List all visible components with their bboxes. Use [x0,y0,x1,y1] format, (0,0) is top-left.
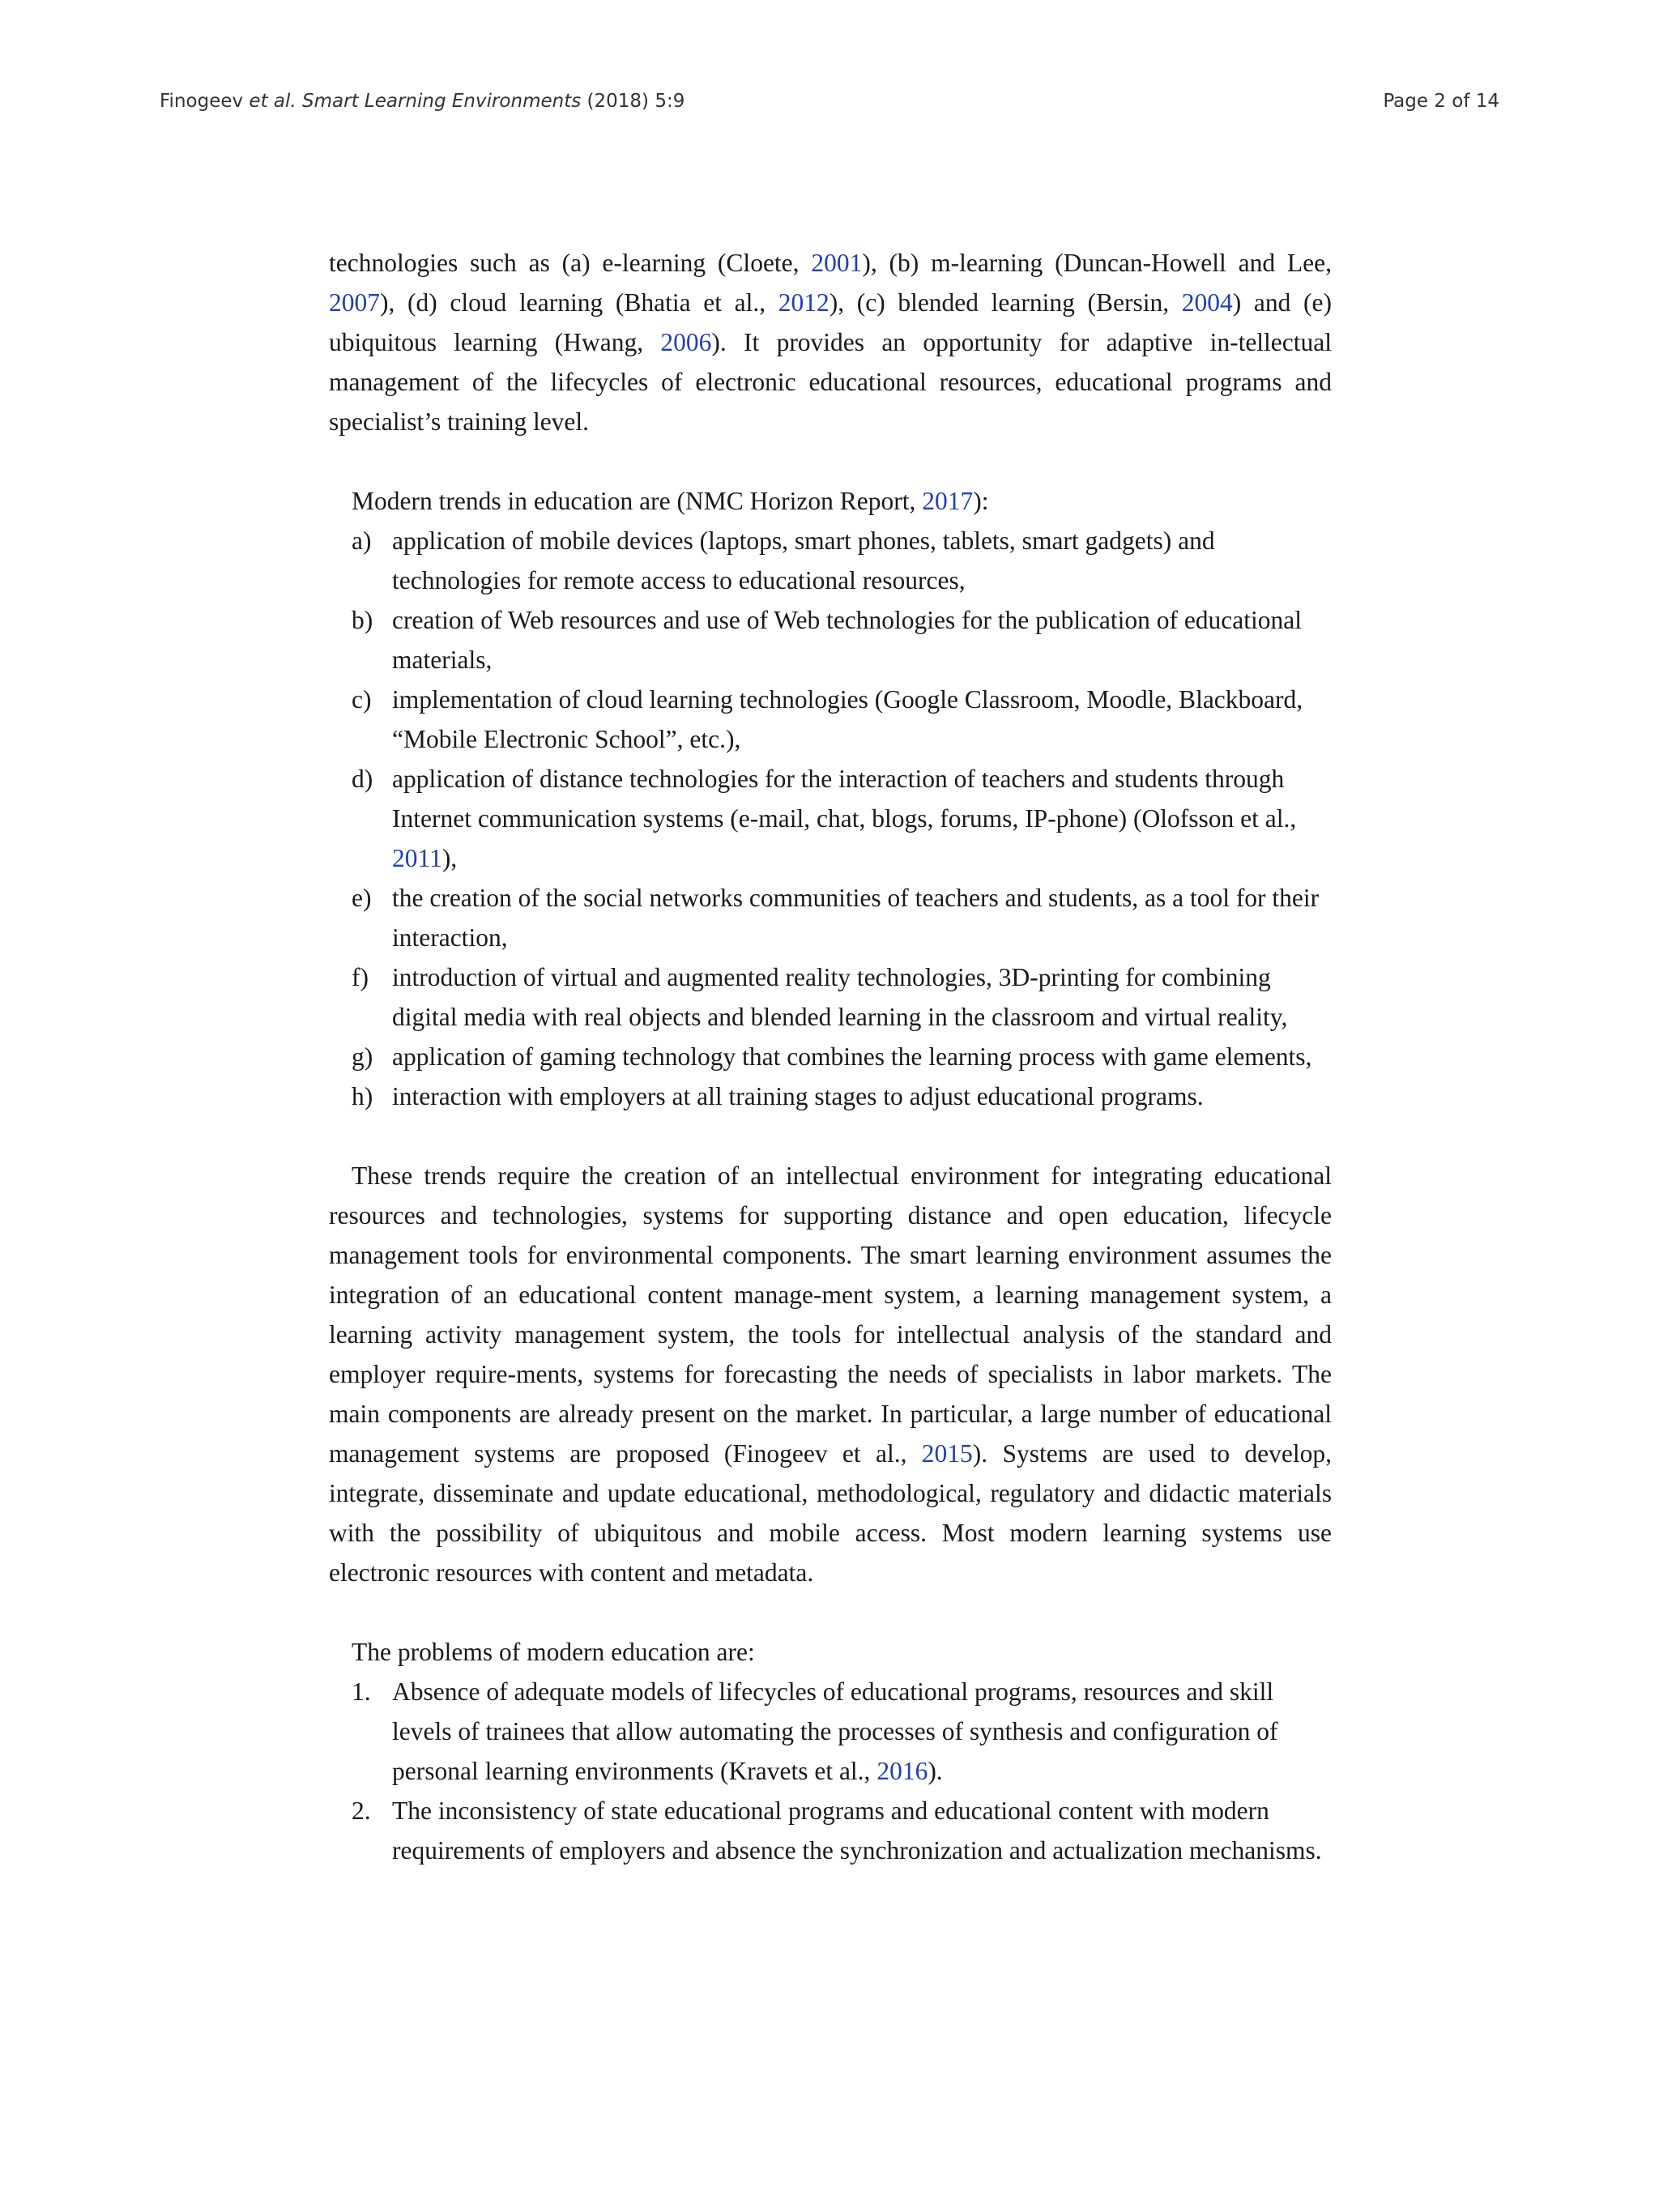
citation-link-2017[interactable]: 2017 [922,487,974,515]
list-item: d) application of distance technologies for the interaction of teachers and students through Internet communication systems (e-mail, chat, blogs, forums, IP-phone) (Olofsson et al., 2011), [352,765,1297,872]
list-item: e) the creation of the social networks communities of teachers and students, as a tool for their interaction, [352,884,1320,952]
trends-list [329,521,1332,1116]
body-text [329,243,1332,1870]
problems-intro: The problems of modern education are: [352,1638,755,1666]
paragraph-intro: technologies such as (a) e-learning (Cloete, 2001), (b) m-learning (Duncan-Howell and Lee, 2007), (d) cloud learning (Bhatia et al., 2012), (c) blended learning (Bersin, 2004) and (e) ubiquitous learning (Hwang, 2006). It provides an opportunity for adaptive in-tellectual management of the lifecycles of electronic educational resources, educational programs and specialist’s training level. [329,249,1333,436]
list-item: h) interaction with employers at all training stages to adjust educational programs. [352,1082,1204,1110]
list-item: 2. The inconsistency of state educational programs and educational content with modern requirements of employers and absence the synchronization and actualization mechanisms. [352,1796,1322,1865]
page-number: Page 2 of 14 [1383,91,1499,112]
header-etal: et al. [249,91,296,112]
list-item: c) implementation of cloud learning technologies (Google Classroom, Moodle, Blackboard, “Mobile Electronic School”, etc.), [352,685,1303,753]
citation-link-2015[interactable]: 2015 [921,1439,973,1468]
list-item: f) introduction of virtual and augmented reality technologies, 3D-printing for combining digital media with real objects and blended learning in the classroom and virtual reality, [352,963,1288,1031]
paragraph-trends-require: These trends require the creation of an intellectual environment for integrating educational resources and technologies, systems for supporting distance and open education, lifecycle management tools for environmental components. The smart learning environment assumes the integration of an educational content manage-ment system, a learning management system, a learning activity management system, the tools for intellectual analysis of the standard and employer require-ments, systems for forecasting the needs of specialists in labor markets. The main components are already present on the market. In particular, a large number of educational management systems are proposed (Finogeev et al., 2015). Systems are used to develop, integrate, disseminate and update educational, methodological, regulatory and didactic materials with the possibility of ubiquitous and mobile access. Most modern learning systems use electronic resources with content and metadata. [329,1161,1333,1587]
citation-link-2016[interactable]: 2016 [876,1757,928,1785]
list-item: g) application of gaming technology that combines the learning process with game elements, [352,1042,1312,1071]
citation-link-2011[interactable]: 2011 [392,844,442,872]
header-authors: Finogeev [160,91,249,112]
citation-link-2006[interactable]: 2006 [660,328,712,356]
citation-link-2007[interactable]: 2007 [329,288,380,317]
citation-link-2004[interactable]: 2004 [1181,288,1233,317]
trends-intro: Modern trends in education are (NMC Horizon Report, 2017): [352,487,989,515]
list-item: a) application of mobile devices (laptops, smart phones, tablets, smart gadgets) and technologies for remote access to educational resources, [352,526,1215,595]
problems-list [329,1672,1332,1870]
list-item: 1. Absence of adequate models of lifecycles of educational programs, resources and skill levels of trainees that allow automating the processes of synthesis and configuration of personal learning environments (Kravets et al., 2016). [352,1677,1278,1785]
citation-link-2012[interactable]: 2012 [778,288,830,317]
header-journal: Smart Learning Environments [302,91,582,112]
citation-link-2001[interactable]: 2001 [811,249,863,277]
list-item: b) creation of Web resources and use of Web technologies for the publication of educational materials, [352,606,1303,674]
citation-header [160,91,684,112]
header-volume: (2018) 5:9 [581,91,685,112]
running-header [160,91,1499,112]
